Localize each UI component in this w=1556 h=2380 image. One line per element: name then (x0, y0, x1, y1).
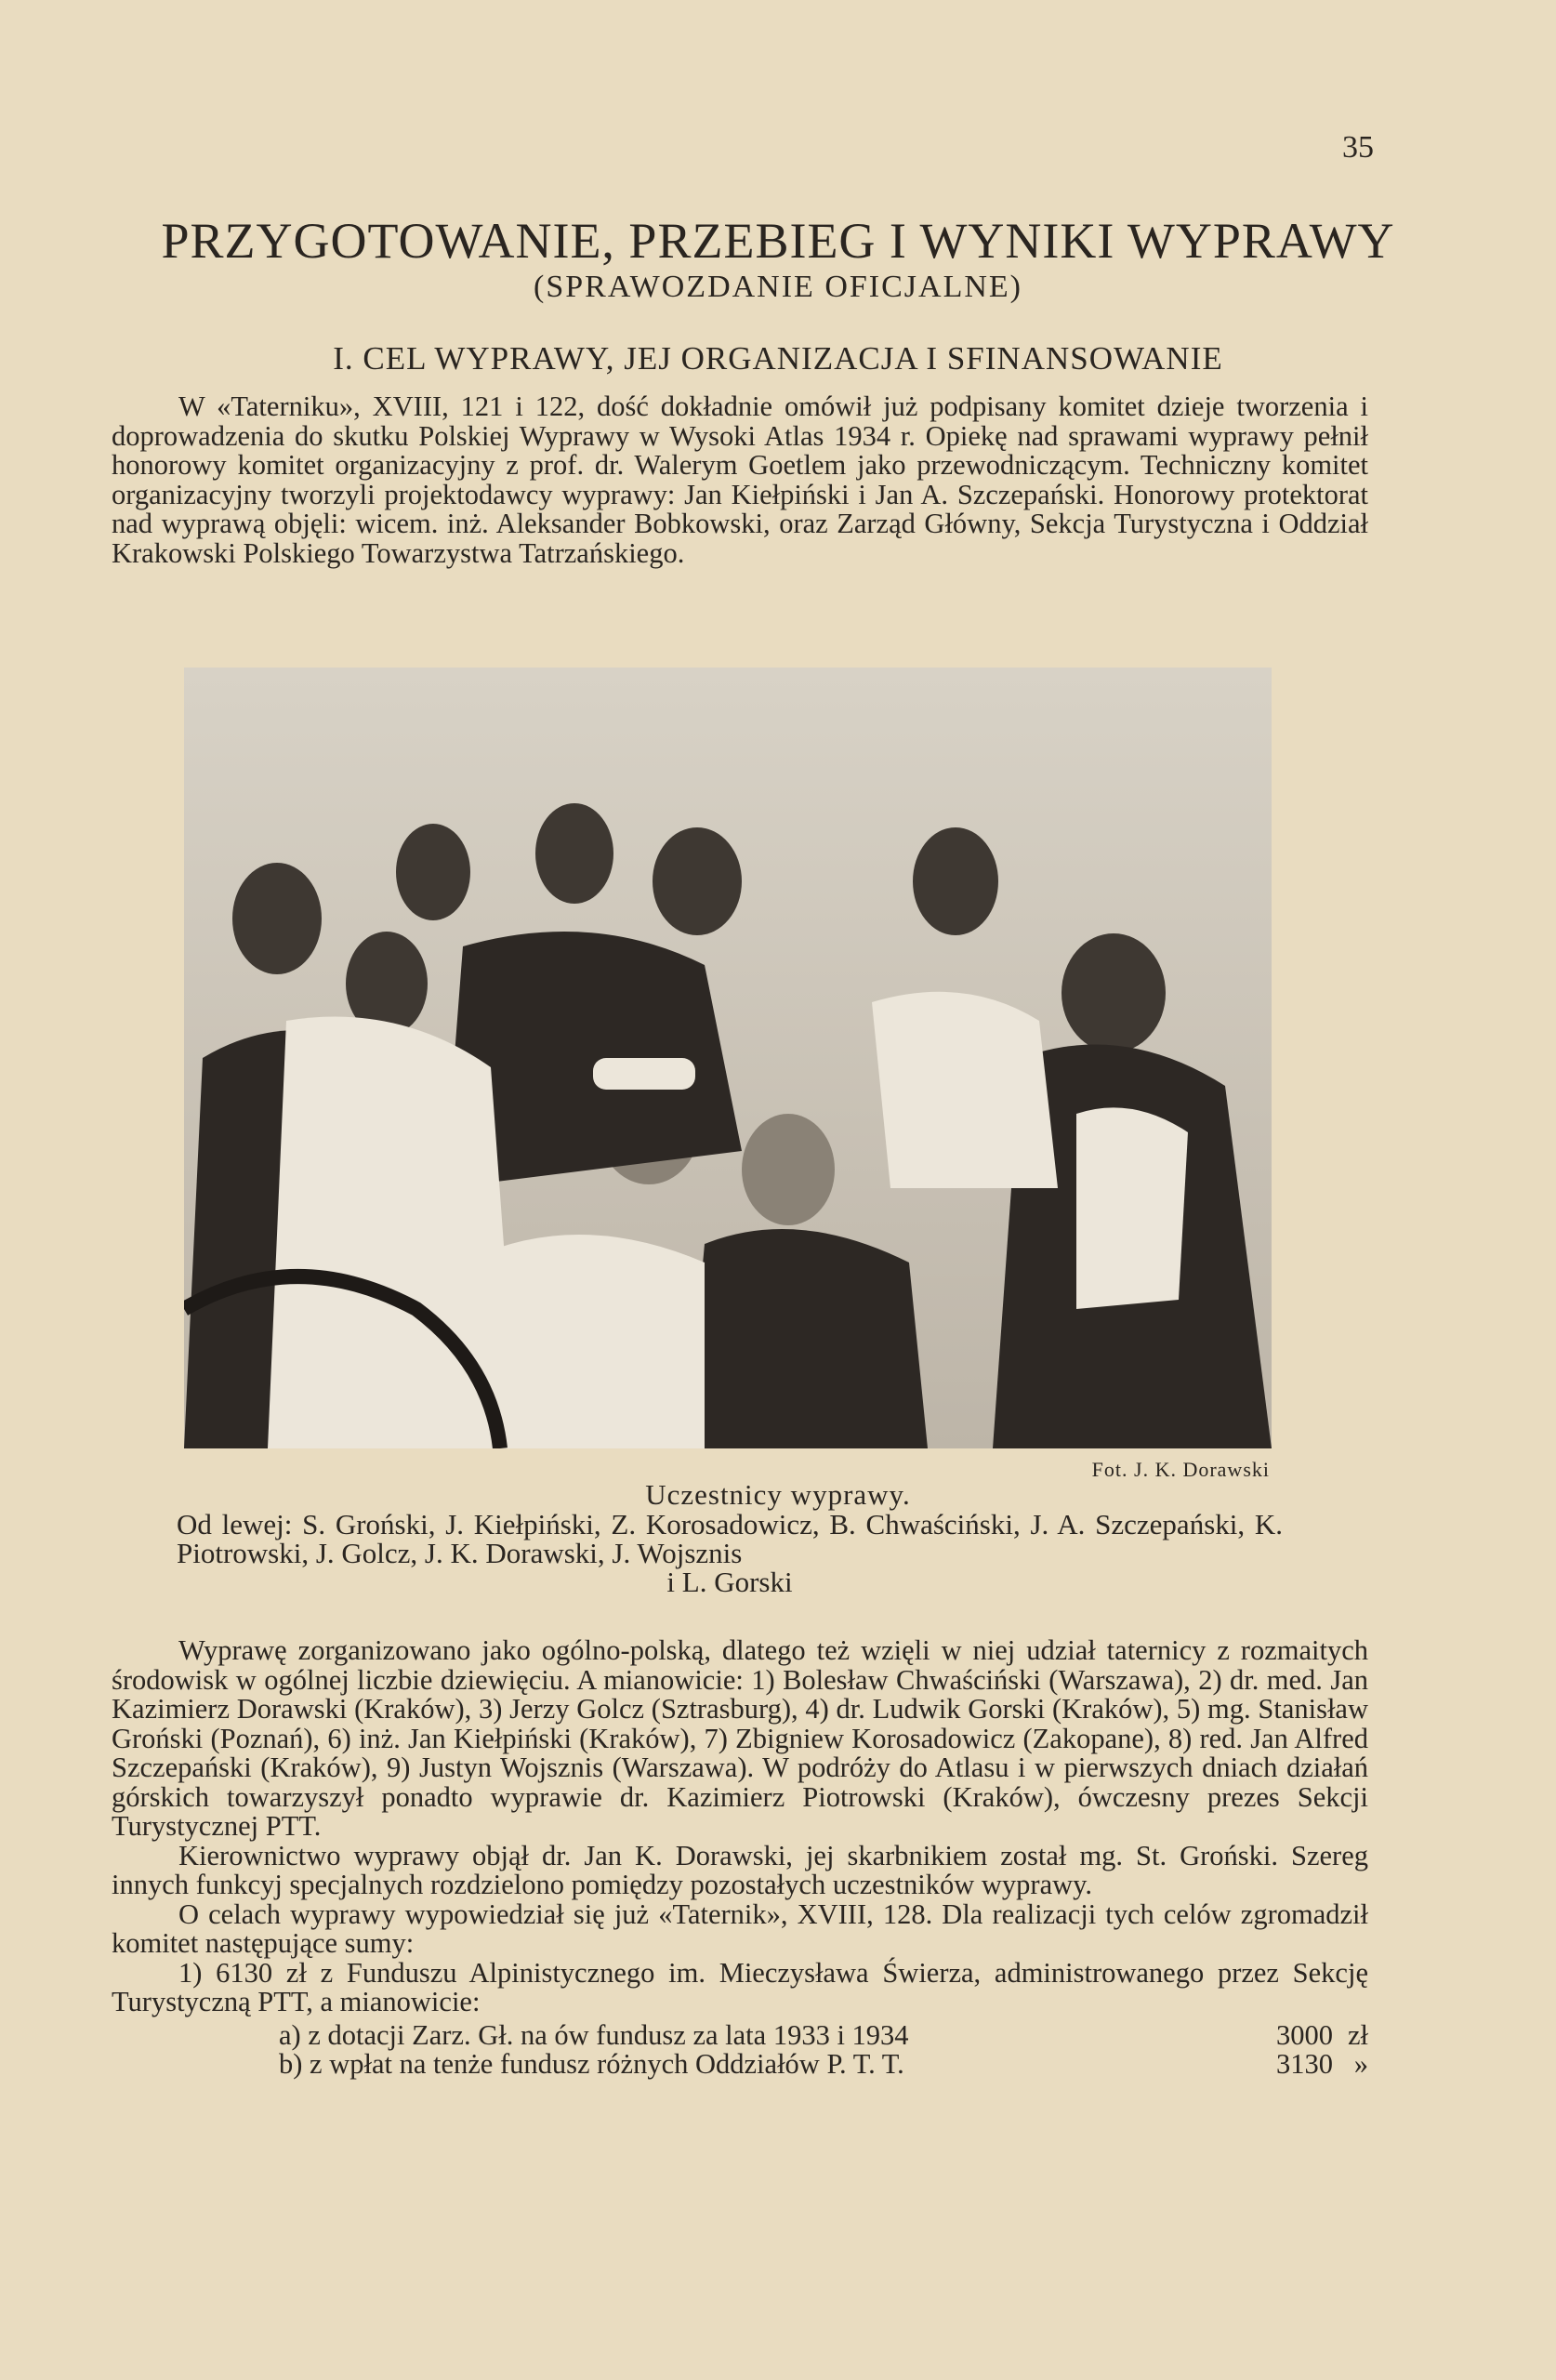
sum-label: b) z wpłat na tenże fundusz różnych Oddziałów P. T. T. (279, 2048, 904, 2080)
intro-block (112, 392, 1368, 568)
sum-amount: 3130 (1276, 2048, 1333, 2080)
photo-caption-title: Uczestnicy wyprawy. (645, 1478, 911, 1511)
group-photo (184, 668, 1272, 1448)
sum-unit: zł (1347, 2018, 1368, 2051)
section-heading: I. CEL WYPRAWY, JEJ ORGANIZACJA I SFINANSOWANIE (333, 340, 1223, 377)
page-number: 35 (1342, 130, 1374, 165)
group-photo-image (184, 668, 1272, 1448)
page-subtitle: (SPRAWOZDANIE OFICJALNE) (534, 270, 1022, 304)
photo-credit: Fot. J. K. Dorawski (1091, 1458, 1270, 1481)
sum-row (112, 2018, 1368, 2051)
sum-amount: 3000 (1276, 2018, 1333, 2051)
paragraph-participants: Wyprawę zorganizowano jako ogólno-polską, dlatego też wzięli w niej udział taternicy z rozmaitych środowisk w ogólnej liczbie dziewięciu. A mianowicie: 1) Bolesław Chwaściński (Warszawa), 2) dr. med. Jan Kazimierz Dorawski (Kraków), 3) Jerzy Golcz (Sztrasburg), 4) dr. Ludwik Gorski (Kraków), 5) mg. Stanisław Groński (Poznań), 6) inż. Jan Kiełpiński (Kraków), 7) Zbigniew Korosadowicz (Zakopane), 8) red. Jan Alfred Szczepański (Kraków), 9) Justyn Wojsznis (Warszawa). W podróży do Atlasu i w pierwszych dniach działań górskich towarzyszył ponadto wyprawie dr. Kazimierz Piotrowski (Kraków), ówczesny prezes Sekcji Turystycznej PTT. (112, 1634, 1368, 1842)
sums-list (112, 2018, 1368, 2080)
paragraph-goals: O celach wyprawy wypowiedział się już «Taternik», XVIII, 128. Dla realizacji tych celów zgromadził komitet następujące sumy: (112, 1897, 1368, 1959)
paragraph-leadership: Kierownictwo wyprawy objął dr. Jan K. Dorawski, jej skarbnikiem został mg. St. Groński. Szereg innych funkcyj specjalnych rozdzielono pomiędzy pozostałych uczestników wyprawy. (112, 1839, 1368, 1900)
photo-caption-text: Od lewej: S. Groński, J. Kiełpiński, Z. Korosadowicz, B. Chwaściński, J. A. Szczepański, K. Piotrowski, J. Golcz, J. K. Dorawski, J. Wojsznis (177, 1508, 1283, 1569)
sum-label: a) z dotacji Zarz. Gł. na ów fundusz za lata 1933 i 1934 (279, 2018, 909, 2051)
sum-row (112, 2050, 1368, 2080)
body-text (112, 1636, 1368, 2080)
page-title: PRZYGOTOWANIE, PRZEBIEG I WYNIKI WYPRAWY (161, 213, 1395, 269)
paragraph-fund: 1) 6130 zł z Funduszu Alpinistycznego im. Mieczysława Świerza, administrowanego przez Sekcję Turystyczną PTT, a mianowicie: (112, 1956, 1368, 2017)
photo-caption (177, 1510, 1283, 1596)
intro-paragraph: W «Taterniku», XVIII, 121 i 122, dość dokładnie omówił już podpisany komitet dzieje tworzenia i doprowadzenia do skutku Polskiej Wyprawy w Wysoki Atlas 1934 r. Opiekę nad sprawami wyprawy pełnił honorowy komitet organizacyjny z prof. dr. Walerym Goetlem jako przewodniczącym. Techniczny komitet organizacyjny tworzyli projektodawcy wyprawy: Jan Kiełpiński i Jan A. Szczepański. Honorowy protektorat nad wyprawą objęli: wicem. inż. Aleksander Bobkowski, oraz Zarząd Główny, Sekcja Turystyczna i Oddział Krakowski Polskiego Towarzystwa Tatrzańskiego. (112, 390, 1368, 569)
sum-unit: » (1353, 2048, 1368, 2080)
photo-caption-last: i L. Gorski (666, 1566, 793, 1598)
